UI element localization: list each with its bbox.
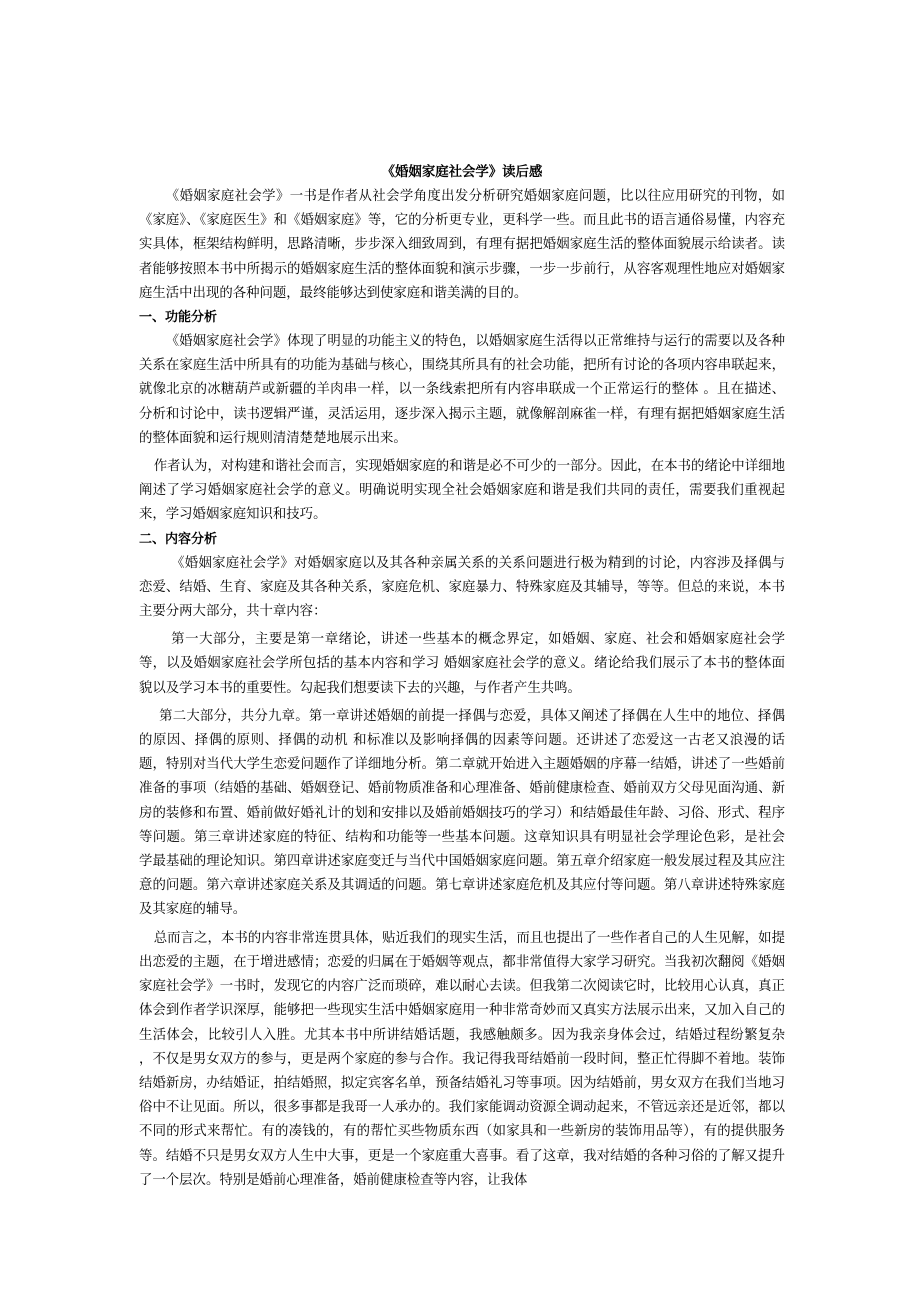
content-paragraph-4: 总而言之，本书的内容非常连贯具体，贴近我们的现实生活，而且也提出了一些作者自己的人生见解，如提出恋爱的主题，在于增进感情；恋爱的归属在于婚姻等观点，都非常值得大家学习研究。当我初次翻阅《婚姻家庭社会学》一书时，发现它的内容广泛而琐碎，难以耐心去读。但我第二次阅读它时，比较用心认真，真正体会到作者学识深厚，能够把一些现实生活中婚姻家庭用一种非常奇妙而又真实方法展示出来，又加入自己的生活体会，比较引人入胜。尤其本书中所讲结婚话题，我感触颇多。因为我亲身体会过，结婚过程纷繁复杂 ，不仅是男女双方的参与，更是两个家庭的参与合作。我记得我哥结婚前一段时间，整正忙得脚不着地。装饰结婚新房，办结婚证，拍结婚照，拟定宾客名单，预备结婚礼习等事项。因为结婚前，男女双方在我们当地习俗中不让见面。所以，很多事都是我哥一人承办的。我们家能调动资源全调动起来，不管远亲还是近邻，都以不同的形式来帮忙。有的凑钱的，有的帮忙买些物质东西（如家具和一些新房的装饰用品等），有的提供服务等。结婚不只是男女双方人生中大事，更是一个家庭重大喜事。看了这章，我对结婚的各种习俗的了解又提升了一个层次。特别是婚前心理准备，婚前健康检查等内容，让我体 (139, 930, 785, 1188)
intro-paragraph: 《婚姻家庭社会学》一书是作者从社会学角度出发分析研究婚姻家庭问题，比以往应用研究的刊物，如《家庭》、《家庭医生》和《婚姻家庭》等，它的分析更专业，更科学一些。而且此书的语言通俗易懂，内容充实具体，框架结构鲜明，思路清晰，步步深入细致周到，有理有据把婚姻家庭生活的整体面貌展示给读者。读者能够按照本书中所揭示的婚姻家庭生活的整体面貌和演示步骤，一步一步前行，从容客观理性地应对婚姻家庭生活中出现的各种问题，最终能够达到使家庭和谐美满的目的。 (139, 189, 785, 301)
document-page (139, 160, 785, 1193)
content-paragraph-3: 第二大部分，共分九章。第一章讲述婚姻的前提一择偶与恋爱，具体又阐述了择偶在人生中的地位、择偶的原因、择偶的原则、择偶的动机 和标准以及影响择偶的因素等问题。还讲述了恋爱这一古老又浪漫的话题，特别对当代大学生恋爱问题作了详细地分析。第二章就开始进入主题婚姻的序幕一结婚，讲述了一些婚前准备的事项（结婚的基础、婚姻登记、婚前物质准备和心理准备、婚前健康检查、婚前双方父母见面沟通、新房的装修和布置、婚前做好婚礼计的划和安排以及婚前婚姻技巧的学习）和结婚最佳年龄、习俗、形式、程序等问题。第三章讲述家庭的特征、结构和功能等一些基本问题。这章知识具有明显社会学理论色彩，是社会 学最基础的理论知识。第四章讲述家庭变迁与当代中国婚姻家庭问题。第五章介绍家庭一般发展过程及其应注意的问题。第六章讲述家庭关系及其调适的问题。第七章讲述家庭危机及其应付等问题。第八章讲述特殊家庭及其家庭的辅导。 (139, 708, 785, 918)
function-paragraph-2: 作者认为，对构建和谐社会而言，实现婚姻家庭的和谐是必不可少的一部分。因此，在本书的绪论中详细地阐述了学习婚姻家庭社会学的意义。明确说明实现全社会婚姻家庭和谐是我们共同的责任，需要我们重视起来，学习婚姻家庭知识和技巧。 (139, 459, 785, 523)
content-paragraph-2: 第一大部分，主要是第一章绪论，讲述一些基本的概念界定，如婚姻、家庭、社会和婚姻家庭社会学等，以及婚姻家庭社会学所包括的基本内容和学习 婚姻家庭社会学的意义。绪论给我们展示了本书的整体面貌以及学习本书的重要性。勾起我们想要读下去的兴趣，与作者产生共鸣。 (139, 632, 785, 696)
content-paragraph-1: 《婚姻家庭社会学》对婚姻家庭以及其各种亲属关系的关系问题进行极为精到的讨论，内容涉及择偶与恋爱、结婚、生育、家庭及其各种关系，家庭危机、家庭暴力、特殊家庭及其辅导，等等。但总的来说，本书主要分两大部分，共十章内容： (139, 555, 785, 620)
document-title: 《婚姻家庭社会学》读后感 (381, 164, 543, 180)
section-heading-content: 二、内容分析 (139, 531, 218, 547)
section-heading-function: 一、功能分析 (139, 310, 218, 326)
function-paragraph-1: 《婚姻家庭社会学》体现了明显的功能主义的特色，以婚姻家庭生活得以正常维持与运行的需要以及各种关系在家庭生活中所具有的功能为基础与核心，围绕其所具有的社会功能，把所有讨论的各项内容串联起来，就像北京的冰糖葫芦或新疆的羊肉串一样，以一条线索把所有内容串联成一个正常运行的整体 。且在描述、分析和讨论中，读书逻辑严谨，灵活运用，逐步深入揭示主题，就像解剖麻雀一样，有理有据把婚姻家庭生活的整体面貌和运行规则清清楚楚地展示出来。 (139, 334, 785, 446)
